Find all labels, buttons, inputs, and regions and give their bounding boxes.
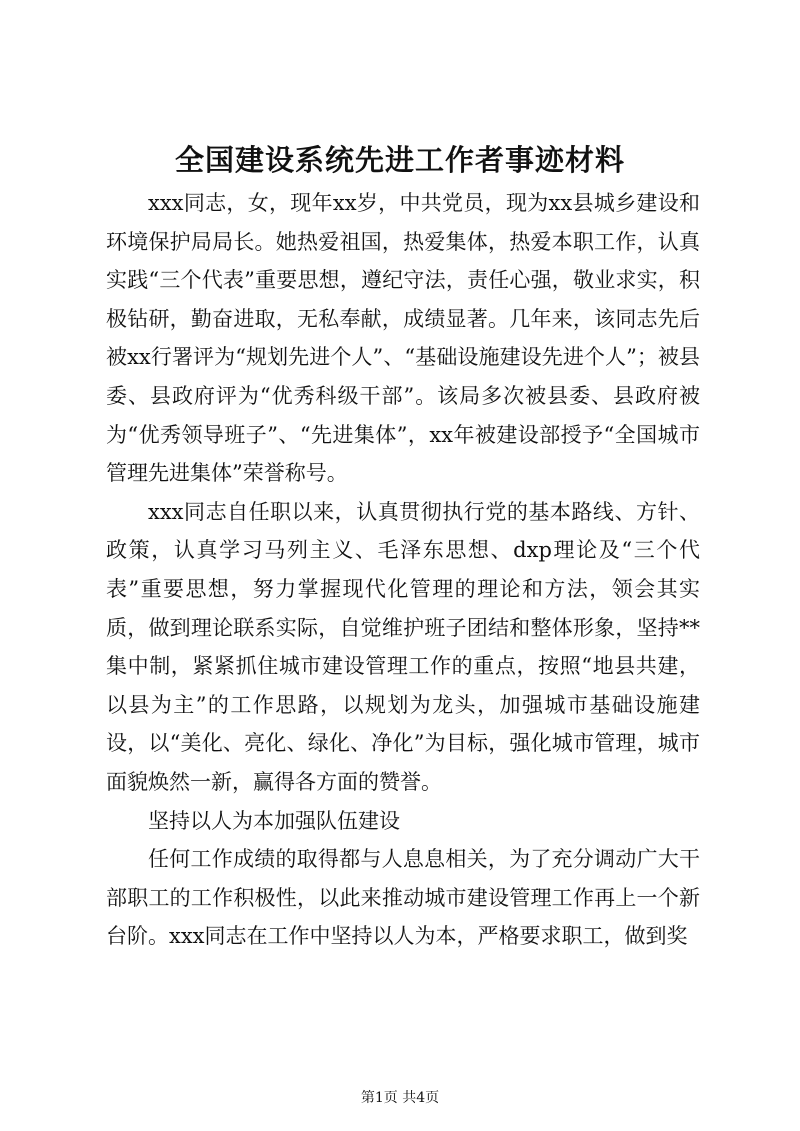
- page-footer: 第1页 共4页: [360, 1090, 440, 1106]
- paragraph-1: xxx同志，女，现年xx岁，中共党员，现为xx县城乡建设和环境保护局局长。她热爱祖国，热爱集体，热爱本职工作，认真实践“三个代表”重要思想，遵纪守法，责任心强，敬业求实，积极钻研，勤奋进取，无私奉献，成绩显著。几年来，该同志先后被xx行署评为“规划先进个人”、“基础设施建设先进个人”；被县委、县政府评为“优秀科级干部”。该局多次被县委、县政府被为“优秀领导班子”、“先进集体”，xx年被建设部授予“全国城市管理先进集体”荣誉称号。: [106, 191, 700, 486]
- document-body: [106, 184, 700, 956]
- paragraph-2: xxx同志自任职以来，认真贯彻执行党的基本路线、方针、政策，认真学习马列主义、毛泽东思想、dxp理论及“三个代表”重要思想，努力掌握现代化管理的理论和方法，领会其实质，做到理论联系实际，自觉维护班子团结和整体形象，坚持**集中制，紧紧抓住城市建设管理工作的重点，按照“地县共建，以县为主”的工作思路，以规划为龙头，加强城市基础设施建设，以“美化、亮化、绿化、净化”为目标，强化城市管理，城市面貌焕然一新，赢得各方面的赞誉。: [106, 499, 700, 794]
- section-heading: 坚持以人为本加强队伍建设: [148, 808, 400, 833]
- paragraph-3: 任何工作成绩的取得都与人息息相关，为了充分调动广大干部职工的工作积极性，以此来推动城市建设管理工作再上一个新台阶。xxx同志在工作中坚持以人为本，严格要求职工，做到奖: [106, 847, 700, 949]
- document-title: 全国建设系统先进工作者事迹材料: [174, 143, 625, 177]
